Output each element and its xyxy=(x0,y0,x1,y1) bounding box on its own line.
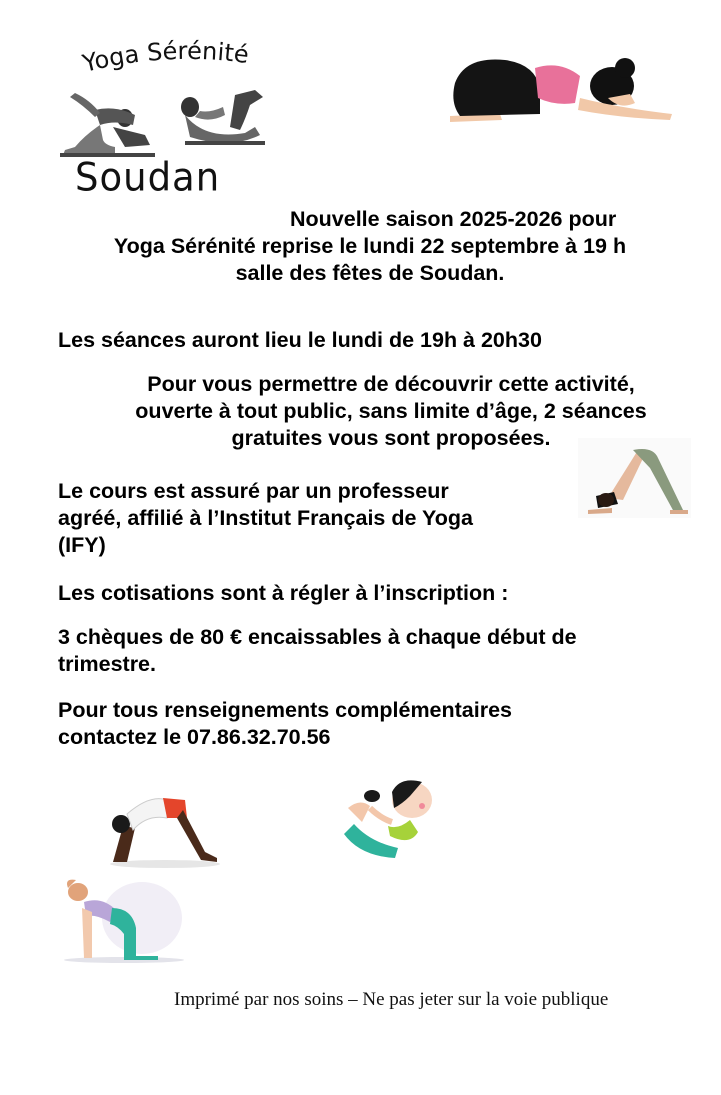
checks-line-2: trimestre. xyxy=(58,652,156,676)
woman-cat-pose-illustration xyxy=(62,878,187,964)
discover-line-2: ouverte à tout public, sans limite d’âge, 2 séances xyxy=(135,399,647,423)
logo-yoga-figures xyxy=(55,85,280,165)
checks-paragraph xyxy=(58,624,698,678)
teacher-line-3: (IFY) xyxy=(58,533,106,557)
logo-top-text-arc xyxy=(80,38,280,78)
sessions-schedule: Les séances auront lieu le lundi de 19h à 20h30 xyxy=(58,328,542,352)
yoga-serenite-logo xyxy=(55,30,280,205)
fees-paragraph: Les cotisations sont à régler à l’inscription : xyxy=(58,581,509,605)
logo-figure-right-icon xyxy=(181,90,265,145)
logo-figure-left-icon xyxy=(60,93,155,157)
discover-line-3: gratuites vous sont proposées. xyxy=(231,426,551,450)
footer-notice: Imprimé par nos soins – Ne pas jeter sur la voie publique xyxy=(174,989,609,1010)
downward-dog-woman-icon xyxy=(578,438,691,518)
announcement-line-2: Yoga Sérénité reprise le lundi 22 septembre à 19 h xyxy=(113,234,627,258)
announcement-line-1: Nouvelle saison 2025-2026 pour xyxy=(290,207,617,231)
girl-bow-pose-illustration xyxy=(340,778,438,862)
girl-bow-pose-icon xyxy=(340,778,438,862)
discover-line-1: Pour vous permettre de découvrir cette activité, xyxy=(147,372,635,396)
man-downward-dog-icon xyxy=(105,792,223,870)
man-downward-dog-illustration xyxy=(105,792,223,870)
woman-cat-pose-icon xyxy=(62,878,187,964)
teacher-line-2: agréé, affilié à l’Institut Français de Yoga xyxy=(58,506,473,530)
checks-line-1: 3 chèques de 80 € encaissables à chaque début de xyxy=(58,625,577,649)
downward-dog-photo xyxy=(578,438,691,518)
child-pose-woman-icon xyxy=(440,48,675,128)
contact-line-1: Pour tous renseignements complémentaires xyxy=(58,698,513,722)
teacher-paragraph xyxy=(58,478,578,559)
announcement-line-3: salle des fêtes de Soudan. xyxy=(235,261,505,285)
child-pose-illustration xyxy=(440,48,675,128)
logo-bottom-text: Soudan xyxy=(75,154,221,201)
logo-top-text: Yoga Sérénité xyxy=(80,38,251,78)
teacher-line-1: Le cours est assuré par un professeur xyxy=(58,479,449,503)
season-announcement xyxy=(60,206,680,287)
contact-line-2: contactez le 07.86.32.70.56 xyxy=(58,725,331,749)
contact-paragraph xyxy=(58,697,698,751)
